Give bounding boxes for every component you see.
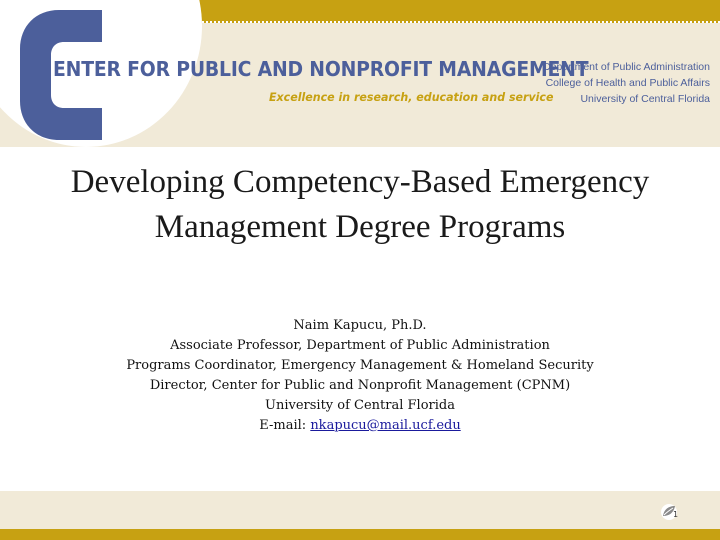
affiliation-college: College of Health and Public Affairs <box>545 77 710 89</box>
footer <box>0 491 720 540</box>
footer-gold-stripe <box>0 529 720 540</box>
author-email-line <box>0 416 720 436</box>
author-affiliation: University of Central Florida <box>265 398 455 413</box>
slide-title-line-1: Developing Competency-Based Emergency <box>70 164 650 200</box>
banner-dotted-rule <box>195 21 720 23</box>
author-name: Naim Kapucu, Ph.D. <box>293 318 427 333</box>
footer-background <box>0 491 720 529</box>
logo-wordmark: ENTER FOR PUBLIC AND NONPROFIT MANAGEMENT <box>53 57 589 81</box>
author-title-3: Director, Center for Public and Nonprofit Management (CPNM) <box>149 378 571 393</box>
slide-title <box>0 160 720 250</box>
email-link[interactable]: nkapucu@mail.ucf.edu <box>310 418 461 433</box>
email-label: E-mail: <box>259 418 311 433</box>
logo-tagline: Excellence in research, education and service <box>269 90 554 104</box>
affiliation-block <box>543 59 710 107</box>
page-number: 1 <box>673 510 679 519</box>
affiliation-university: University of Central Florida <box>580 93 710 105</box>
slide-title-line-2: Management Degree Programs <box>154 209 566 245</box>
author-title-2: Programs Coordinator, Emergency Management & Homeland Security <box>126 358 594 373</box>
header-banner <box>0 0 720 147</box>
affiliation-department: Department of Public Administration <box>543 61 710 73</box>
author-title-1: Associate Professor, Department of Public Administration <box>170 338 550 353</box>
author-block <box>0 316 720 436</box>
